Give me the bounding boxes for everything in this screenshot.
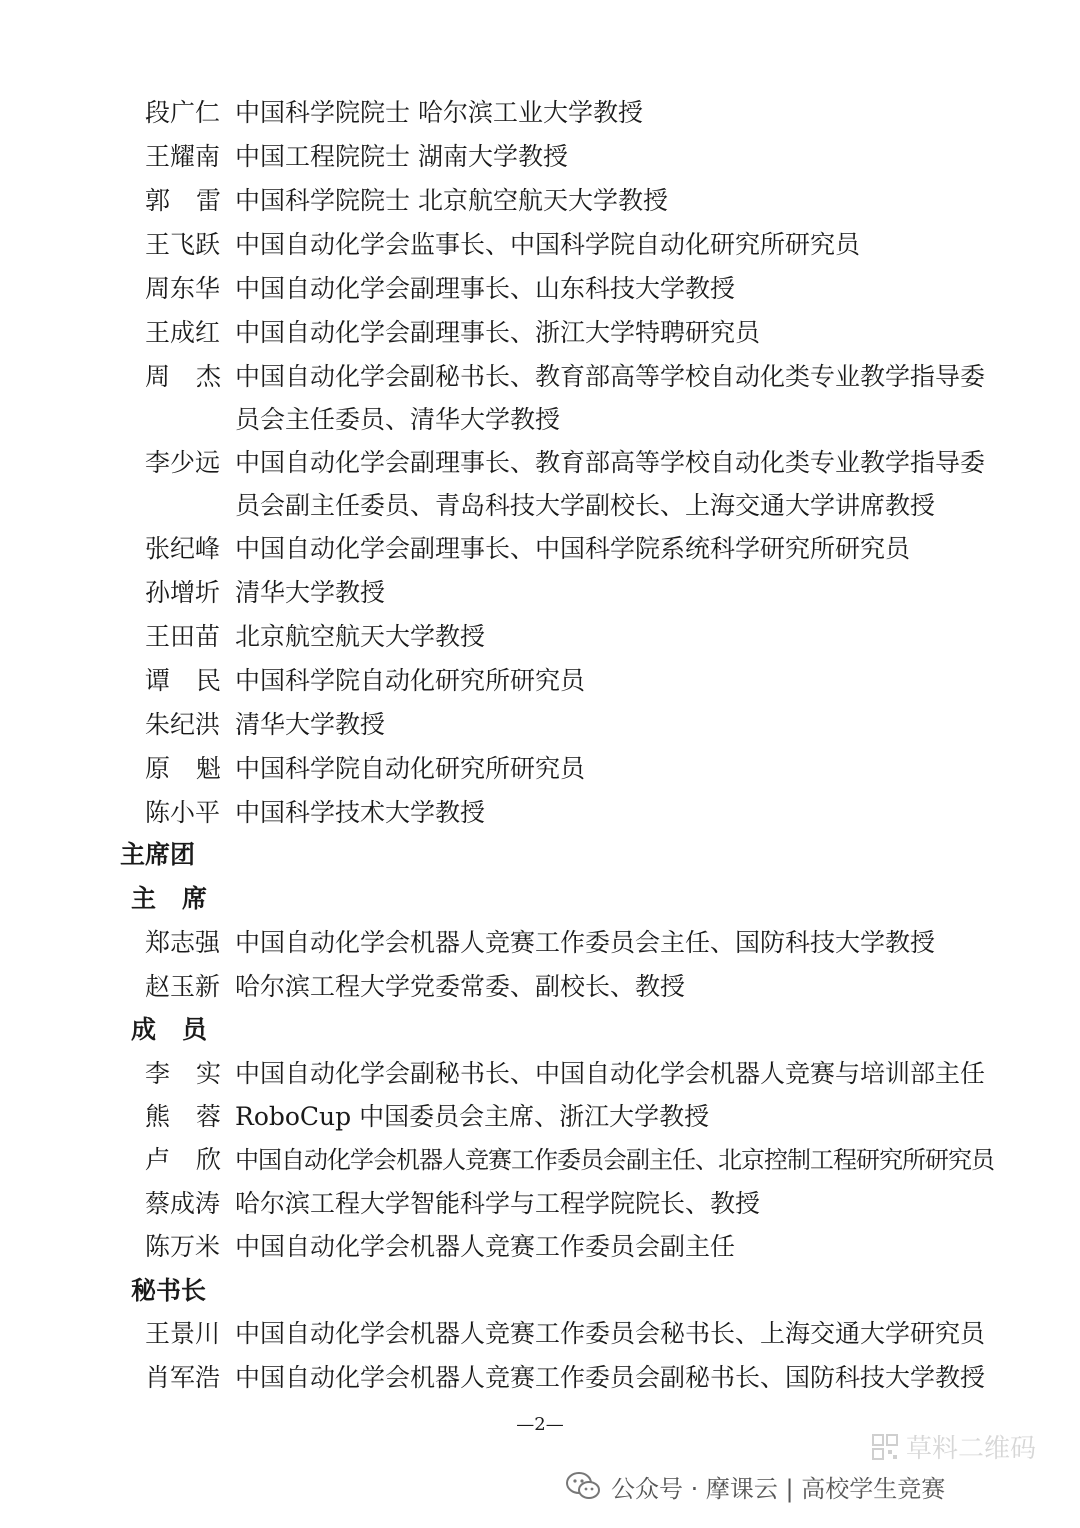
member-title: 中国自动化学会机器人竞赛工作委员会主任、国防科技大学教授 — [235, 928, 936, 957]
member-title: 中国科学院院士 哈尔滨工业大学教授 — [235, 98, 643, 127]
member-title: 哈尔滨工程大学智能科学与工程学院院长、教授 — [235, 1189, 761, 1218]
member-title: 中国科学院自动化研究所研究员 — [235, 754, 586, 783]
member-name: 李实 — [145, 1059, 248, 1088]
member-name: 卢欣 — [145, 1145, 248, 1174]
member-title: 中国科学院院士 北京航空航天大学教授 — [235, 186, 668, 215]
member-name: 蔡成涛 — [145, 1189, 221, 1218]
member-name: 赵玉新 — [145, 972, 221, 1001]
member-name: 郭雷 — [145, 186, 248, 215]
member-name: 谭民 — [145, 666, 248, 695]
secretary-heading: 秘书长 — [131, 1276, 207, 1305]
member-title: 中国自动化学会机器人竞赛工作委员会秘书长、上海交通大学研究员 — [235, 1319, 986, 1348]
member-name: 熊蓉 — [145, 1102, 248, 1131]
member-name: 周杰 — [145, 362, 248, 391]
member-name: 郑志强 — [145, 928, 221, 957]
member-title: 中国自动化学会机器人竞赛工作委员会副主任、北京控制工程研究所研究员 — [235, 1146, 994, 1174]
member-name: 王飞跃 — [145, 230, 221, 259]
member-title: 中国自动化学会机器人竞赛工作委员会副主任 — [235, 1232, 736, 1261]
member-title: 清华大学教授 — [235, 710, 386, 739]
member-title: 哈尔滨工程大学党委常委、副校长、教授 — [235, 972, 686, 1001]
member-title: 中国自动化学会副理事长、中国科学院系统科学研究所研究员 — [235, 534, 911, 563]
member-title: 中国自动化学会副秘书长、中国自动化学会机器人竞赛与培训部主任 — [235, 1059, 986, 1088]
member-title: 北京航空航天大学教授 — [235, 622, 486, 651]
member-title: 中国自动化学会监事长、中国科学院自动化研究所研究员 — [235, 230, 861, 259]
member-name: 王田苗 — [145, 622, 221, 651]
qr-code-icon — [872, 1434, 898, 1460]
member-title: RoboCup 中国委员会主席、浙江大学教授 — [235, 1102, 710, 1131]
member-name: 王成红 — [145, 318, 221, 347]
member-name: 原魁 — [145, 754, 248, 783]
chair-heading: 主席 — [131, 884, 234, 913]
footer-text: 公众号 · 摩课云 | 高校学生竞赛 — [611, 1474, 946, 1503]
member-name: 陈小平 — [145, 798, 221, 827]
member-title: 中国科学院自动化研究所研究员 — [235, 666, 586, 695]
member-heading: 成员 — [131, 1015, 234, 1044]
member-title: 中国自动化学会机器人竞赛工作委员会副秘书长、国防科技大学教授 — [235, 1363, 986, 1392]
member-name: 王景川 — [145, 1319, 221, 1348]
wechat-icon — [565, 1471, 601, 1501]
member-title: 中国自动化学会副秘书长、教育部高等学校自动化类专业教学指导委员会主任委员、清华大学教授 — [235, 362, 986, 434]
member-name: 孙增圻 — [145, 578, 221, 607]
member-title: 清华大学教授 — [235, 578, 386, 607]
member-title: 中国自动化学会副理事长、教育部高等学校自动化类专业教学指导委员会副主任委员、青岛科技大学副校长、上海交通大学讲席教授 — [235, 448, 986, 520]
member-name: 王耀南 — [145, 142, 221, 171]
member-name: 陈万米 — [145, 1232, 221, 1261]
member-title: 中国工程院院士 湖南大学教授 — [235, 142, 568, 171]
member-title: 中国自动化学会副理事长、山东科技大学教授 — [235, 274, 736, 303]
qr-watermark — [872, 1428, 1036, 1465]
wechat-footer — [565, 1466, 945, 1506]
member-name: 周东华 — [145, 274, 221, 303]
member-title: 中国自动化学会副理事长、浙江大学特聘研究员 — [235, 318, 761, 347]
member-name: 段广仁 — [145, 98, 221, 127]
member-name: 李少远 — [145, 448, 221, 477]
presidium-heading: 主席团 — [120, 840, 196, 869]
member-name: 张纪峰 — [145, 534, 221, 563]
member-name: 肖军浩 — [145, 1363, 221, 1392]
page-number: —2— — [516, 1414, 564, 1435]
member-name: 朱纪洪 — [145, 710, 221, 739]
member-title: 中国科学技术大学教授 — [235, 798, 486, 827]
watermark-text: 草料二维码 — [906, 1434, 1037, 1464]
